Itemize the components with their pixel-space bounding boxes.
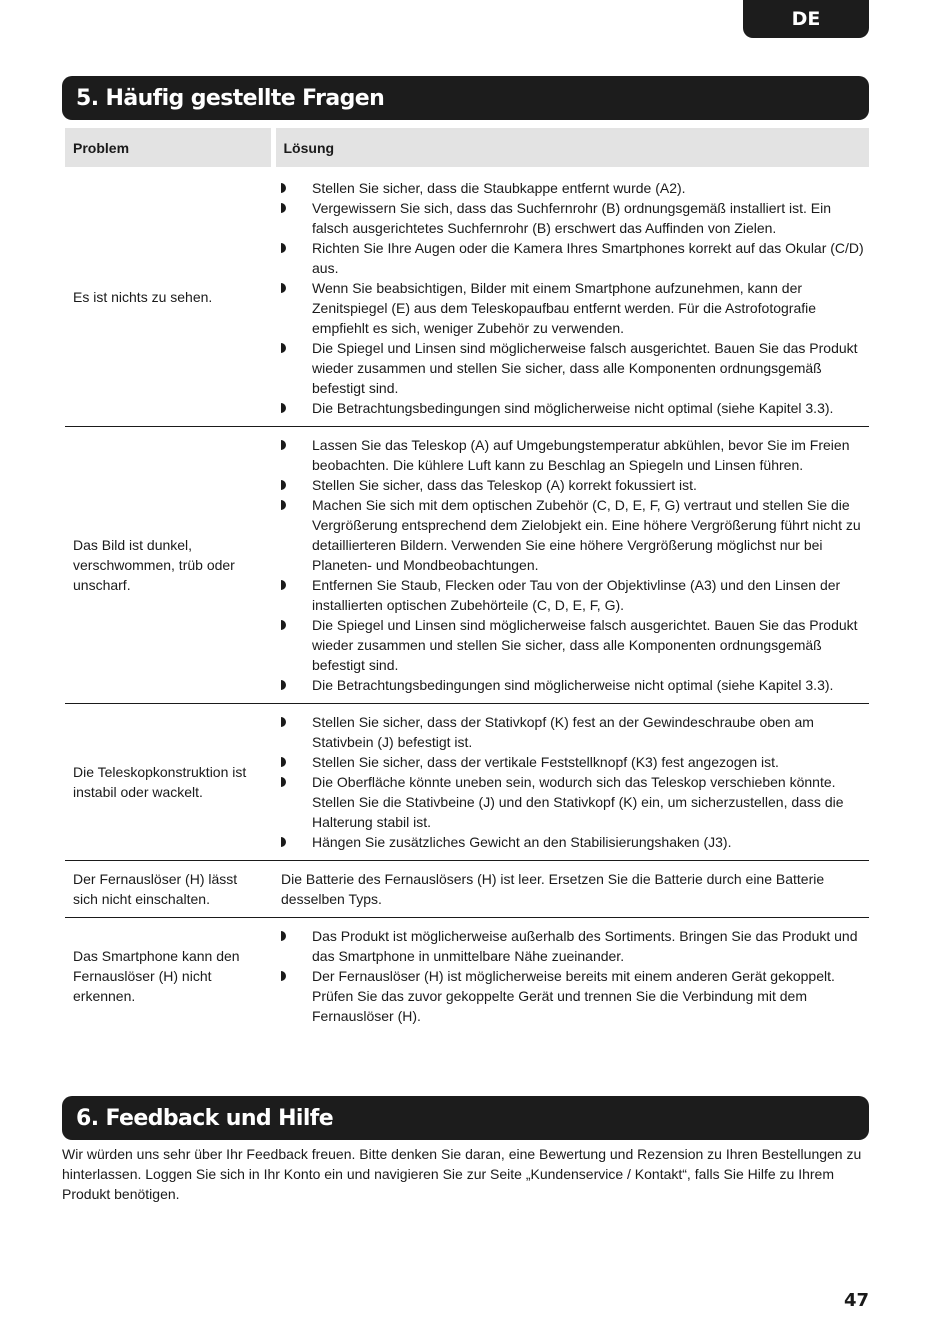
solution-item: Der Fernauslöser (H) ist möglicherweise bereits mit einem anderen Gerät gekoppelt. Prüfen Sie das zuvor gekoppelte Gerät und trennen Sie die Verbindung mit dem Fernauslöser (H).: [281, 966, 865, 1026]
bullet-icon: [281, 283, 286, 293]
problem-cell: Das Bild ist dunkel, verschwommen, trüb oder unscharf.: [65, 427, 273, 704]
solution-item: Die Spiegel und Linsen sind möglicherweise falsch ausgerichtet. Bauen Sie das Produkt wieder zusammen und stellen Sie sicher, dass alle Komponenten ordnungsgemäß befestigt sind.: [281, 338, 865, 398]
solution-item: Das Produkt ist möglicherweise außerhalb des Sortiments. Bringen Sie das Produkt und das Smartphone in unmittelbare Nähe zueinander.: [281, 926, 865, 966]
solution-cell: [273, 918, 869, 1035]
problem-cell: Die Teleskopkonstruktion ist instabil oder wackelt.: [65, 704, 273, 861]
bullet-icon: [281, 757, 286, 767]
solution-item: Stellen Sie sicher, dass der Stativkopf (K) fest an der Gewindeschraube oben am Stativbein (J) befestigt ist.: [281, 712, 865, 752]
solution-item: Vergewissern Sie sich, dass das Suchfernrohr (B) ordnungsgemäß installiert ist. Ein falsch ausgerichtetes Suchfernrohr (B) erschwert das Auffinden von Zielen.: [281, 198, 865, 238]
bullet-icon: [281, 680, 286, 690]
header-problem: Problem: [65, 128, 273, 167]
bullet-icon: [281, 203, 286, 213]
solution-cell: [273, 167, 869, 427]
problem-cell: Es ist nichts zu sehen.: [65, 167, 273, 427]
solution-item: Richten Sie Ihre Augen oder die Kamera Ihres Smartphones korrekt auf das Okular (C/D) aus.: [281, 238, 865, 278]
faq-table: [65, 128, 869, 1034]
solution-item: Die Oberfläche könnte uneben sein, wodurch sich das Teleskop verschieben könnte. Stellen Sie die Stativbeine (J) und den Stativkopf (K) ein, um sicherzustellen, dass die Halterung stabil ist.: [281, 772, 865, 832]
solution-cell: [273, 427, 869, 704]
solution-item: Stellen Sie sicher, dass die Staubkappe entfernt wurde (A2).: [281, 178, 865, 198]
solution-item: Lassen Sie das Teleskop (A) auf Umgebungstemperatur abkühlen, bevor Sie im Freien beobachten. Die kühlere Luft kann zu Beschlag an Spiegeln und Linsen führen.: [281, 435, 865, 475]
bullet-icon: [281, 971, 286, 981]
bullet-icon: [281, 183, 286, 193]
bullet-icon: [281, 343, 286, 353]
header-solution: Lösung: [273, 128, 869, 167]
bullet-icon: [281, 837, 286, 847]
faq-row: [65, 704, 869, 861]
solution-item: Stellen Sie sicher, dass das Teleskop (A) korrekt fokussiert ist.: [281, 475, 865, 495]
bullet-icon: [281, 440, 286, 450]
feedback-section-title: 6. Feedback und Hilfe: [62, 1096, 869, 1140]
solution-cell: Die Batterie des Fernauslösers (H) ist leer. Ersetzen Sie die Batterie durch eine Batterie desselben Typs.: [273, 861, 869, 918]
bullet-icon: [281, 403, 286, 413]
faq-section-title: 5. Häufig gestellte Fragen: [62, 76, 869, 120]
bullet-icon: [281, 717, 286, 727]
problem-cell: Das Smartphone kann den Fernauslöser (H) nicht erkennen.: [73, 948, 240, 1004]
bullet-icon: [281, 620, 286, 630]
bullet-icon: [281, 580, 286, 590]
bullet-icon: [281, 243, 286, 253]
bullet-icon: [281, 931, 286, 941]
problem-cell: Der Fernauslöser (H) lässt sich nicht einschalten.: [65, 861, 273, 918]
page-number: 47: [843, 1290, 869, 1311]
language-badge: DE: [743, 0, 869, 38]
solution-item: Die Spiegel und Linsen sind möglicherweise falsch ausgerichtet. Bauen Sie das Produkt wieder zusammen und stellen Sie sicher, dass alle Komponenten ordnungsgemäß befestigt sind.: [281, 615, 865, 675]
solution-cell: [273, 704, 869, 861]
feedback-text: Wir würden uns sehr über Ihr Feedback freuen. Bitte denken Sie daran, eine Bewertung und Rezension zu Ihren Bestellungen zu hinterlassen. Loggen Sie sich in Ihr Konto ein und navigieren Sie zur Seite „Kundenservice / Kontakt“, falls Sie Hilfe zu Ihrem Produkt benötigen.: [62, 1146, 862, 1202]
faq-row: [65, 918, 869, 1035]
faq-row: [65, 167, 869, 427]
faq-row: [65, 427, 869, 704]
bullet-icon: [281, 777, 286, 787]
faq-header-row: [65, 128, 869, 167]
faq-row: [65, 861, 869, 918]
solution-item: Stellen Sie sicher, dass der vertikale Feststellknopf (K3) fest angezogen ist.: [281, 752, 865, 772]
solution-item: Die Betrachtungsbedingungen sind möglicherweise nicht optimal (siehe Kapitel 3.3).: [281, 398, 865, 418]
solution-item: Hängen Sie zusätzliches Gewicht an den Stabilisierungshaken (J3).: [281, 832, 865, 852]
solution-item: Die Betrachtungsbedingungen sind möglicherweise nicht optimal (siehe Kapitel 3.3).: [281, 675, 865, 695]
solution-item: Machen Sie sich mit dem optischen Zubehör (C, D, E, F, G) vertraut und stellen Sie die Vergrößerung entsprechend dem Zielobjekt ein. Eine höhere Vergrößerung führt nicht zu detaillierteren Bildern. Verwenden Sie eine höhere Vergrößerung möglichst nur bei Planeten- und Mondbeobachtungen.: [281, 495, 865, 575]
bullet-icon: [281, 500, 286, 510]
bullet-icon: [281, 480, 286, 490]
solution-item: Wenn Sie beabsichtigen, Bilder mit einem Smartphone aufzunehmen, kann der Zenitspiegel (E) aus dem Teleskopaufbau entfernt werden. Für die Astrofotografie empfiehlt es sich, weniger Zubehör zu verwenden.: [281, 278, 865, 338]
solution-item: Entfernen Sie Staub, Flecken oder Tau von der Objektivlinse (A3) und den Linsen der installierten optischen Zubehörteile (C, D, E, F, G).: [281, 575, 865, 615]
